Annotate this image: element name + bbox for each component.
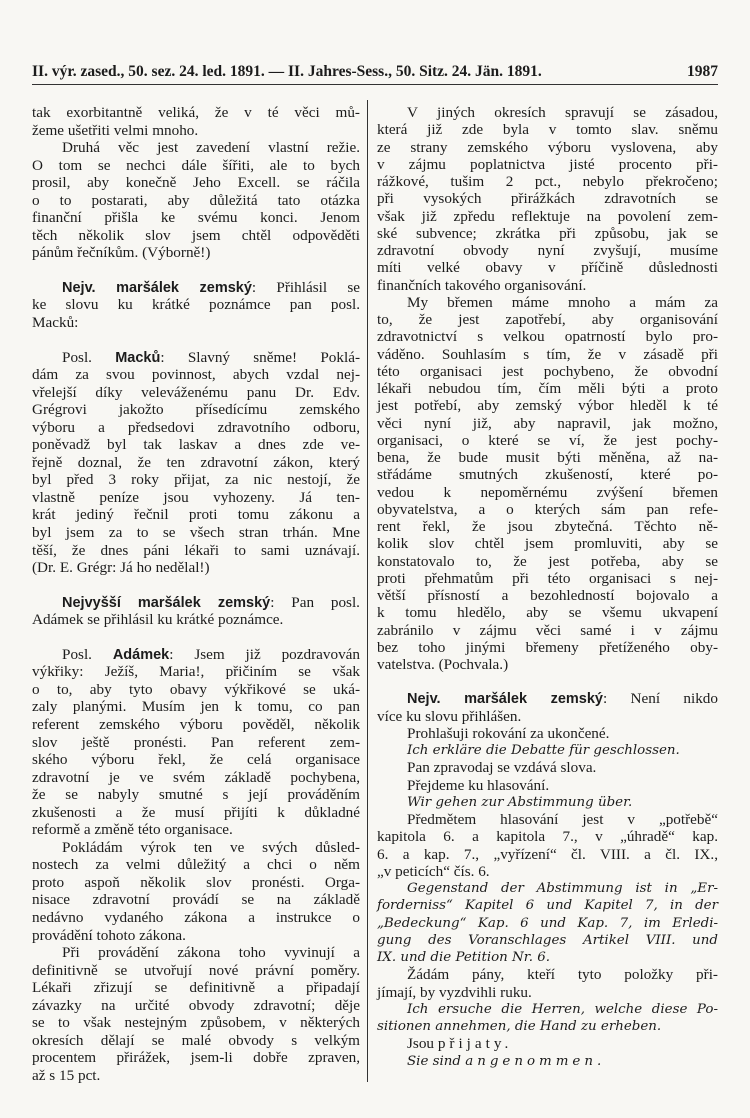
line-text: žeme ušetřiti velmi mnoho. <box>32 121 199 139</box>
line-text: dám za svou povinnost, abych vzdal nej- <box>32 366 360 384</box>
line-text: organisaci, o které se ví, že jest pochy- <box>377 431 718 449</box>
text-line <box>377 553 718 570</box>
text-line <box>377 449 718 466</box>
line-text: vatelstva. (Pochvala.) <box>377 656 509 673</box>
text-line <box>377 759 718 776</box>
line-text: forderniss“ Kapitel 6 und Kapitel 7, in der <box>377 898 718 914</box>
line-text: zaly planými. Musím jen k tomu, co pan <box>32 698 360 716</box>
line-text: těch několik slov jsem chtěl odpověděti <box>32 226 360 244</box>
line-text: : Slavný sněme! Poklá- <box>160 348 361 366</box>
line-text: My břemen máme mnoho a mám za <box>407 293 718 311</box>
text-line <box>377 846 718 863</box>
line-text: Gegenstand der Abstimmung ist in „Er- <box>407 881 718 896</box>
text-line <box>32 436 360 454</box>
text-line <box>32 821 360 839</box>
text-line <box>32 419 360 437</box>
line-text: Při provádění zákona toho vyvinují a <box>62 944 360 962</box>
line-text: obyvatelstva, a o kterých sám pan refe- <box>377 500 718 518</box>
text-line <box>32 104 360 122</box>
line-text: vedou k nepoměrnému zvýšení břemen <box>377 483 718 501</box>
text-line <box>32 209 360 227</box>
line-text: zdravotní je ve svém základě pochybena, <box>32 768 360 786</box>
text-line <box>32 244 360 262</box>
line-text: lékaři nebudou tím, čím měli býti a proto <box>377 380 718 397</box>
line-text: Posl. <box>62 645 113 663</box>
line-text: konstatovalo to, že jest potřeba, aby se <box>377 552 718 570</box>
text-line <box>377 173 718 190</box>
text-line <box>32 227 360 245</box>
text-line <box>32 839 360 857</box>
text-line <box>377 604 718 621</box>
line-text: „Bedeckung“ Kap. 6 und Kap. 7, im Erledi- <box>377 915 718 931</box>
text-line <box>32 751 360 769</box>
line-text: Předmětem hlasování jest v „potřebě“ <box>407 811 718 828</box>
line-text: k tomu hledělo, aby se všemu ukvapení <box>377 604 718 622</box>
line-text: Přejdeme ku hlasování. <box>407 776 550 794</box>
text-line <box>377 949 718 966</box>
text-line <box>377 1001 718 1018</box>
line-text: ke slovu ku krátké poznámce pan posl. <box>32 296 360 314</box>
line-text: míti velké obavy v příčině důslednosti <box>377 259 718 277</box>
text-line <box>32 192 360 210</box>
line-text: Pokládám výrok ten ve svých důsled- <box>62 838 360 856</box>
line-text: se to však nestejným způsobem, v některých <box>32 1014 360 1032</box>
line-text: až s 15 pct. <box>32 1066 101 1084</box>
text-line <box>32 506 360 524</box>
text-line <box>32 524 360 542</box>
text-line <box>32 663 360 681</box>
text-line <box>32 384 360 402</box>
line-text: slov ještě pronésti. Pan referent zem- <box>32 733 360 751</box>
speaker-name: Nejv. maršálek zemský <box>407 691 603 708</box>
line-text: této organisaci jest pochybeno, že obvodní <box>377 362 718 380</box>
text-line <box>377 156 718 173</box>
line-text: gung des Voranschlages Artikel VIII. und <box>377 932 718 948</box>
line-text: reformě a změně této organisace. <box>32 821 233 839</box>
line-text: která již zde byla v tomto slav. sněmu <box>377 121 718 139</box>
text-line <box>377 466 718 483</box>
line-text: nostech za velmi důležitý a chci o něm <box>32 856 360 874</box>
line-text: finančních takového organisování. <box>377 276 587 294</box>
line-text: : Pan posl. <box>270 593 360 611</box>
line-text: závazky na určité obvody zdravotní; děje <box>32 996 360 1014</box>
line-text: prosil, aby konečně Jeho Excell. se ráčila <box>32 174 360 192</box>
header-session-info: II. výr. zased., 50. sez. 24. led. 1891. — II. Jahres-Sess., 50. Sitz. 24. Jän. 1891. <box>32 63 542 80</box>
line-text: : Přihlásil se <box>251 278 360 296</box>
text-line <box>377 828 718 845</box>
speaker-line <box>32 349 360 367</box>
text-line <box>377 794 718 811</box>
text-line <box>377 587 718 604</box>
line-text: že se nabyly smutné s její prováděním <box>32 786 360 804</box>
text-line <box>32 909 360 927</box>
line-text: výkřiky: Ježíš, Maria!, přičiním se však <box>32 663 360 681</box>
text-line <box>377 897 718 914</box>
text-line <box>377 622 718 639</box>
text-line <box>377 311 718 328</box>
text-line <box>377 242 718 259</box>
text-line <box>377 984 718 1001</box>
text-line <box>377 484 718 501</box>
text-line <box>377 863 718 880</box>
text-line <box>377 518 718 535</box>
line-text: finanční přišla ke svému konci. Jenom <box>32 209 360 227</box>
line-text: krát jediný řečnil proti tomu zákonu a <box>32 506 360 524</box>
text-line <box>32 997 360 1015</box>
text-line <box>377 121 718 138</box>
right-column <box>377 104 718 1070</box>
text-line <box>377 294 718 311</box>
speaker-line <box>32 646 360 664</box>
line-text: poněvadž byl tak laskav a dnes zde ve- <box>32 436 360 454</box>
line-text: vřelejší díky veleváženému panu Dr. Edv. <box>32 383 360 401</box>
line-text: byl před 3 roky přijat, za nic nestojí, že <box>32 471 360 489</box>
text-line <box>32 314 360 332</box>
text-line <box>32 962 360 980</box>
line-text: proti přehmatům při této organisaci s nej- <box>377 569 718 587</box>
line-text: Wir gehen zur Abstimmung über. <box>407 794 633 810</box>
line-text: : Jsem již pozdravován <box>169 645 361 663</box>
text-line <box>32 804 360 822</box>
text-line <box>377 501 718 518</box>
text-line <box>32 786 360 804</box>
line-text: při vysokých přirážkách zdravotních se <box>377 190 718 208</box>
line-text: o to, aby tyto obavy výkřikové se uká- <box>32 680 360 698</box>
text-line <box>32 122 360 140</box>
speaker-name: Adámek <box>112 646 170 663</box>
text-line <box>377 277 718 294</box>
text-line <box>32 471 360 489</box>
line-text: ské subvence; zkrátka při způsobu, jak se <box>377 224 718 242</box>
line-text: 6. a kap. 7., „vyřízení“ čl. VIII. a čl. IX., <box>377 845 718 863</box>
text-line <box>377 570 718 587</box>
text-line <box>377 880 718 897</box>
text-line <box>32 734 360 752</box>
text-line <box>32 874 360 892</box>
text-line <box>32 681 360 699</box>
text-line <box>377 432 718 449</box>
line-text: Žádám pány, kteří tyto položky při- <box>407 966 718 984</box>
line-text: Lékaři zřizují se definitivně a připadají <box>32 979 360 997</box>
line-text: zdravotní obvody nyní zvyšují, musíme <box>377 242 718 259</box>
text-line <box>32 698 360 716</box>
running-header <box>32 62 718 85</box>
speaker-line <box>32 279 360 297</box>
line-text: více ku slovu přihlášen. <box>377 707 522 725</box>
line-text: byl jsem za to se všech stran trhán. Mne <box>32 524 360 542</box>
text-line <box>377 915 718 932</box>
line-text: věci nyní již, aby napravil, jak možno, <box>377 414 718 432</box>
line-text: zdravotnictví s velkou opatrností bylo pro- <box>377 328 718 346</box>
line-text: Sie sind <box>407 1053 466 1069</box>
line-text: řejně doznal, že ten zdravotní zákon, který <box>32 453 360 471</box>
line-text: nedávno vydaného zákona a instrukce o <box>32 908 360 926</box>
line-text: rážkové, tušim 2 pct., nebylo překročeno; <box>377 173 718 190</box>
line-text: (Dr. E. Grégr: Já ho nedělal!) <box>32 559 210 577</box>
line-text: pánům řečníkům. (Výborně!) <box>32 244 211 262</box>
text-line <box>377 639 718 656</box>
line-text: váděno. Souhlasím s tím, že v zásadě při <box>377 345 718 363</box>
spaced-emphasis: přijaty. <box>437 1035 513 1053</box>
text-line <box>377 225 718 242</box>
text-line <box>32 1049 360 1067</box>
line-text: větší přísností a bezohledností bojovalo a <box>377 587 718 604</box>
page-number: 1987 <box>687 63 718 80</box>
line-text: O tom se nechci dále šířiti, ale to bych <box>32 156 360 174</box>
line-text: sitionen annehmen, die Hand zu erheben. <box>377 1019 662 1034</box>
text-line <box>32 1067 360 1085</box>
line-text: Grégrovi jakožto přísedícímu zemského <box>32 401 360 419</box>
text-line <box>32 559 360 577</box>
line-text: Druhá věc jest zavedení vlastní režie. <box>62 139 360 157</box>
text-line <box>377 811 718 828</box>
speaker-name: Nejv. maršálek zemský <box>62 279 252 296</box>
line-text: Adámek se přihlásil ku krátké poznámce. <box>32 611 284 629</box>
text-line <box>377 708 718 725</box>
line-text: V jiných okresích spravují se zásadou, <box>407 104 718 121</box>
line-text: definitivně se utvořují nové právní poměry. <box>32 961 360 979</box>
line-text: rent řekl, že jsou zbytečná. Těchto ně- <box>377 518 718 535</box>
line-text: bez toho jinými břemeny přetíženého oby- <box>377 638 718 656</box>
text-line <box>32 891 360 909</box>
left-column <box>32 104 360 1084</box>
line-text: ského výboru řekl, že celá organisace <box>32 751 360 769</box>
line-text: Macků: <box>32 314 79 332</box>
text-line <box>32 157 360 175</box>
line-text: Ich erkläre die Debatte für geschlossen. <box>407 743 680 758</box>
text-line <box>377 966 718 983</box>
text-line <box>32 716 360 734</box>
line-text: referent zemského výboru pověděl, několik <box>32 715 360 733</box>
text-line <box>377 725 718 742</box>
text-line <box>32 542 360 560</box>
line-text: nisace zdravotní provádí se na základě <box>32 891 360 909</box>
text-line <box>32 401 360 419</box>
line-text: tak exorbitantně veliká, že v té věci mů- <box>32 104 360 121</box>
line-text: bena, že bude musit býti měněna, až na- <box>377 449 718 466</box>
column-divider <box>367 100 368 1082</box>
text-line <box>377 415 718 432</box>
line-text: procentem přirážek, jsem-li dobře zpraven, <box>32 1049 360 1067</box>
spaced-emphasis: angenommen. <box>465 1053 606 1069</box>
text-line <box>377 656 718 673</box>
line-text: ze strany zemského výboru vyslovena, aby <box>377 138 718 156</box>
text-line <box>32 611 360 629</box>
line-text: Ich ersuche die Herren, welche diese Po- <box>407 1001 718 1017</box>
text-line <box>377 363 718 380</box>
line-text: výboru a předsedovi zdravotního odboru, <box>32 418 360 436</box>
line-text: zabránilo v zájmu věci samé i v zájmu <box>377 621 718 639</box>
line-text: Posl. <box>62 348 116 366</box>
text-line <box>32 366 360 384</box>
text-line <box>377 1035 718 1052</box>
text-line <box>377 1018 718 1035</box>
line-text: Prohlašuji rokování za ukončené. <box>407 724 610 742</box>
text-line <box>32 927 360 945</box>
text-line <box>377 139 718 156</box>
text-line <box>32 979 360 997</box>
text-line <box>32 174 360 192</box>
text-line <box>377 190 718 207</box>
text-line <box>32 489 360 507</box>
text-line <box>377 397 718 414</box>
line-text: jest potřebí, aby zemský výbor hleděl k té <box>377 397 718 415</box>
line-text: „v peticích“ čís. 6. <box>377 862 490 880</box>
line-text: Pan zpravodaj se vzdává slova. <box>407 759 597 777</box>
text-line <box>377 208 718 225</box>
line-text: vlastně peníze jsou vyhozeny. Já ten- <box>32 488 360 506</box>
text-line <box>377 932 718 949</box>
text-line <box>377 104 718 121</box>
speaker-line <box>377 690 718 707</box>
text-line <box>32 856 360 874</box>
text-line <box>32 1014 360 1032</box>
text-line <box>377 380 718 397</box>
text-line <box>32 769 360 787</box>
text-line <box>32 1032 360 1050</box>
line-text: Jsou <box>407 1035 438 1053</box>
text-line <box>377 742 718 759</box>
speaker-line <box>32 594 360 612</box>
line-text: však již zpředu reflektuje na povolení zem- <box>377 207 718 225</box>
text-line <box>377 535 718 552</box>
text-line <box>377 346 718 363</box>
text-line <box>32 454 360 472</box>
line-text: IX. und die Petition Nr. 6. <box>377 950 550 965</box>
line-text: to, že jest zapotřebí, aby organisování <box>377 311 718 328</box>
text-line <box>377 259 718 276</box>
line-text: zkušenosti a že musí přijíti k důkladné <box>32 803 360 821</box>
line-text: kapitola 6. a kapitola 7., v „úhradě“ kap. <box>377 828 718 846</box>
text-line <box>377 1053 718 1070</box>
line-text: proto aspoň několik slov pronésti. Orga- <box>32 873 360 891</box>
line-text: jímají, by vyzdvihli ruku. <box>377 983 532 1001</box>
line-text: o to postarati, aby důležitá tato otázka <box>32 191 360 209</box>
line-text: provádění tohoto zákona. <box>32 926 186 944</box>
speaker-name: Macků <box>115 349 161 366</box>
text-line <box>32 296 360 314</box>
text-line <box>377 777 718 794</box>
speaker-name: Nejvyšší maršálek zemský <box>62 594 271 611</box>
line-text: střádáme smutných zkušeností, které po- <box>377 466 718 484</box>
line-text: okresích dělají se malé obvody s velkým <box>32 1031 360 1049</box>
line-text: v zájmu poplatnictva jisté procento při- <box>377 155 718 173</box>
line-text: kolik slov chtěl jsem promluviti, aby se <box>377 535 718 553</box>
line-text: : Není nikdo <box>603 690 718 708</box>
text-line <box>32 139 360 157</box>
text-line <box>32 944 360 962</box>
text-line <box>377 328 718 345</box>
line-text: těší, že dnes páni lékaři to sami uznávají. <box>32 541 360 559</box>
